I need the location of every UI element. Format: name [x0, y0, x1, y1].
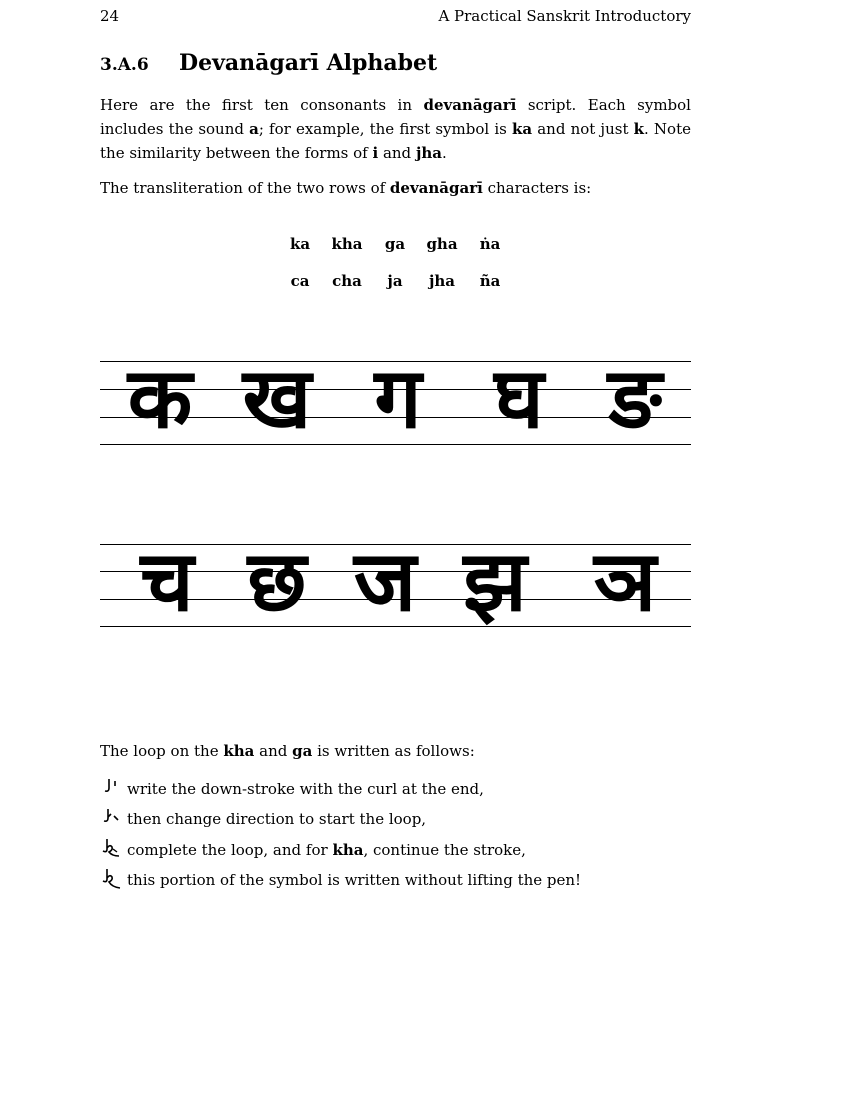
loop-step-4 — [100, 868, 691, 892]
glyph-ja: ज — [353, 539, 417, 630]
translit-ca: ca — [290, 272, 310, 290]
transliteration-row-2 — [0, 272, 850, 296]
glyph-ca: च — [140, 539, 194, 630]
down-stroke-curl-icon — [100, 777, 122, 799]
transliteration-row-1 — [0, 235, 850, 259]
translit-kha: kha — [331, 235, 363, 253]
glyph-nya: ञ — [593, 539, 657, 630]
translit-ga: ga — [384, 235, 406, 253]
loop-step-3-text: complete the loop, and for kha, continue the stroke, — [127, 841, 526, 859]
section-number: 3.A.6 — [100, 55, 149, 75]
transliteration-intro-paragraph: The transliteration of the two rows of devanāgarī characters is: — [100, 179, 592, 197]
devanagari-row-1 — [100, 356, 691, 456]
full-loop-stroke-icon — [100, 868, 122, 890]
translit-jha: jha — [428, 272, 456, 290]
loop-step-1 — [100, 777, 691, 801]
loop-step-4-text: this portion of the symbol is written without lifting the pen! — [127, 871, 582, 889]
loop-step-2-text: then change direction to start the loop, — [127, 810, 427, 828]
loop-step-2 — [100, 807, 691, 831]
glyph-kha: ख — [242, 356, 312, 447]
glyph-gha: घ — [494, 356, 544, 447]
section-title: Devanāgarī Alphabet — [179, 50, 438, 76]
devanagari-row-2 — [100, 539, 691, 639]
glyph-ga: ग — [374, 356, 422, 447]
loop-intro-paragraph: The loop on the kha and ga is written as follows: — [100, 742, 475, 760]
translit-nga: ṅa — [479, 235, 501, 253]
translit-nya: ña — [479, 272, 501, 290]
complete-loop-stroke-icon — [100, 838, 122, 860]
glyph-cha: छ — [247, 539, 307, 630]
running-title: A Practical Sanskrit Introductory — [438, 7, 691, 25]
section-heading — [100, 50, 691, 80]
page-header — [100, 7, 691, 27]
page-number: 24 — [100, 7, 120, 25]
intro-paragraph: Here are the first ten consonants in devanāgarī script. Each symbol includes the sound a; for example, the first symbol is ka and not just k. Note the similarity between the forms of i and jha. — [100, 96, 691, 162]
glyph-ka: क — [127, 356, 193, 447]
glyph-nga: ङ — [608, 356, 662, 447]
translit-gha: gha — [426, 235, 458, 253]
loop-step-3 — [100, 838, 691, 862]
glyph-jha: झ — [463, 539, 527, 630]
translit-ka: ka — [289, 235, 311, 253]
translit-cha: cha — [332, 272, 362, 290]
loop-start-stroke-icon — [100, 807, 122, 829]
translit-ja: ja — [387, 272, 403, 290]
loop-step-1-text: write the down-stroke with the curl at the end, — [127, 780, 484, 798]
